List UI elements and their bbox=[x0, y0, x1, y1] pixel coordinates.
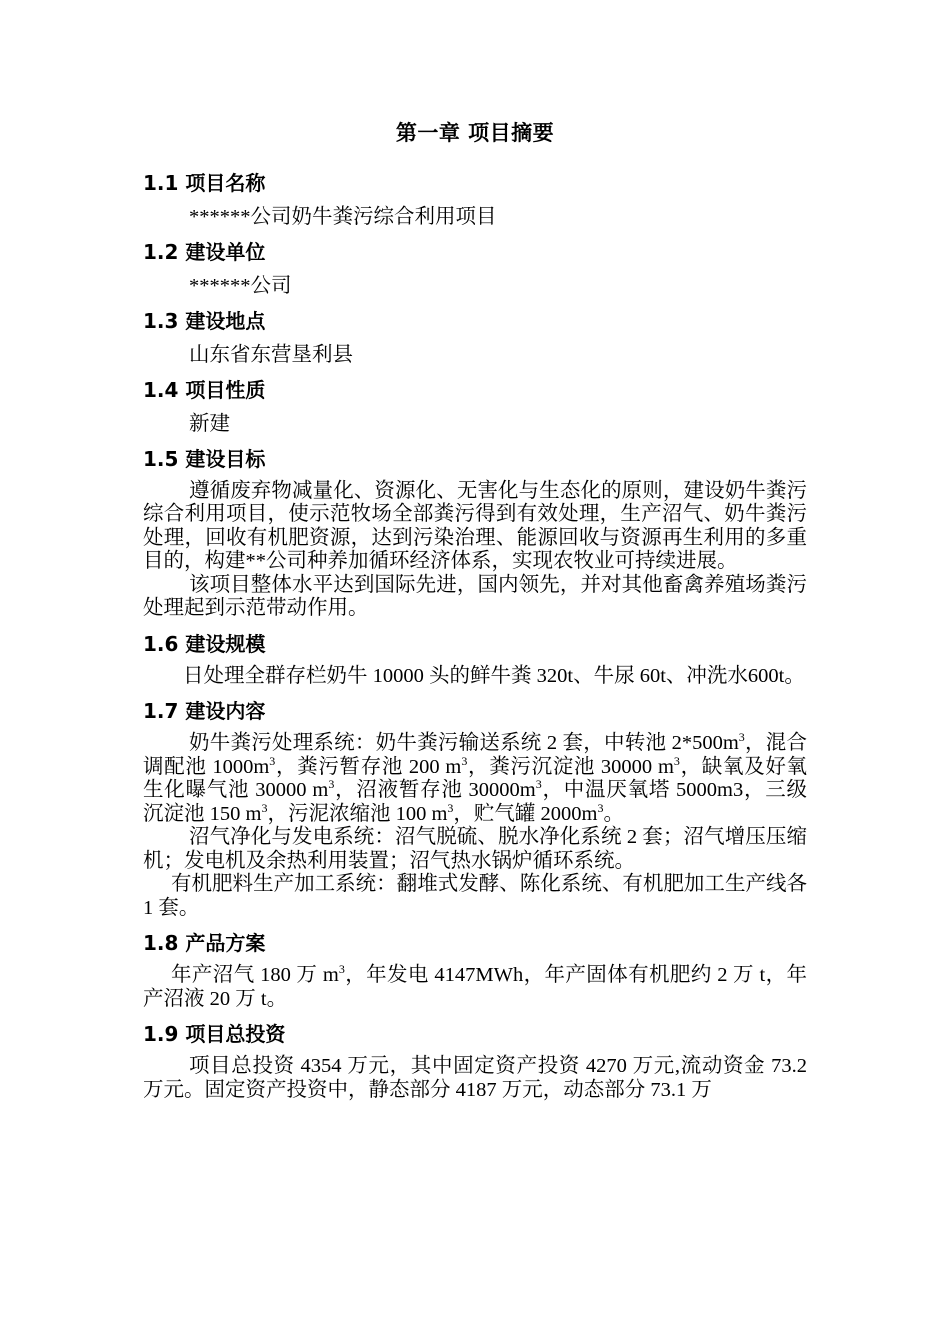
section-heading-goals: 1.5 建设目标 bbox=[143, 446, 266, 471]
section-heading-investment: 1.9 项目总投资 bbox=[143, 1022, 286, 1046]
scale-paragraph: 日处理全群存栏奶牛 10000 头的鲜牛粪 320t、牛尿 60t、冲洗水600t。 bbox=[183, 664, 805, 687]
section-heading-project-name: 1.1 项目名称 bbox=[143, 170, 266, 195]
builder-text: ******公司 bbox=[189, 274, 292, 297]
investment-paragraph: 项目总投资 4354 万元，其中固定资产投资 4270 万元,流动资金 73.2 万元。固定资产投资中，静态部分 4187 万元，动态部分 73.1 万 bbox=[143, 1055, 807, 1101]
section-heading-location: 1.3 建设地点 bbox=[143, 308, 266, 333]
content-paragraph-1: 奶牛粪污处理系统：奶牛粪污输送系统 2 套，中转池 $2*500m^3$，混合调配池 $1000m^3$，粪污暂存池 200 $m^3$，粪污沉淀池 30000 $m^3$，缺氧及好氧生化曝气池 30000 $m^3$，沼液暂存池 $30000m^3$，中温厌氧塔 5000m3，三级沉淀池 150 $m^3$，污泥浓缩池 100 $m^3$，贮气罐 $2000m^3$。 bbox=[143, 730, 808, 825]
nature-text: 新建 bbox=[189, 412, 230, 435]
products-paragraph: 年产沼气 180 万 $m^3$，年发电 4147MWh，年产固体有机肥约 2 万 t，年产沼液 20 万 t。 bbox=[143, 962, 807, 1010]
content-paragraph-2: 沼气净化与发电系统：沼气脱硫、脱水净化系统 2 套；沼气增压压缩机；发电机及余热利用装置；沼气热水锅炉循环系统。 bbox=[143, 826, 807, 872]
goals-paragraph-2: 该项目整体水平达到国际先进，国内领先，并对其他畜禽养殖场粪污处理起到示范带动作用。 bbox=[143, 573, 807, 619]
section-heading-content: 1.7 建设内容 bbox=[143, 699, 266, 723]
chapter-title: 第一章 项目摘要 bbox=[395, 121, 555, 145]
section-heading-nature: 1.4 项目性质 bbox=[143, 377, 266, 402]
section-heading-builder: 1.2 建设单位 bbox=[143, 239, 266, 264]
project-name-text: ******公司奶牛粪污综合利用项目 bbox=[189, 205, 497, 228]
goals-paragraph-1: 遵循废弃物减量化、资源化、无害化与生态化的原则，建设奶牛粪污综合利用项目，使示范牧场全部粪污得到有效处理，生产沼气、奶牛粪污处理，回收有机肥资源，达到污染治理、能源回收与资源再生利用的多重目的，构建**公司种养加循环经济体系，实现农牧业可持续进展。 bbox=[143, 479, 807, 572]
content-paragraph-3: 有机肥料生产加工系统：翻堆式发酵、陈化系统、有机肥加工生产线各 1 套。 bbox=[143, 873, 807, 919]
section-heading-products: 1.8 产品方案 bbox=[143, 931, 266, 955]
section-heading-scale: 1.6 建设规模 bbox=[143, 631, 266, 656]
location-text: 山东省东营垦利县 bbox=[189, 343, 353, 366]
